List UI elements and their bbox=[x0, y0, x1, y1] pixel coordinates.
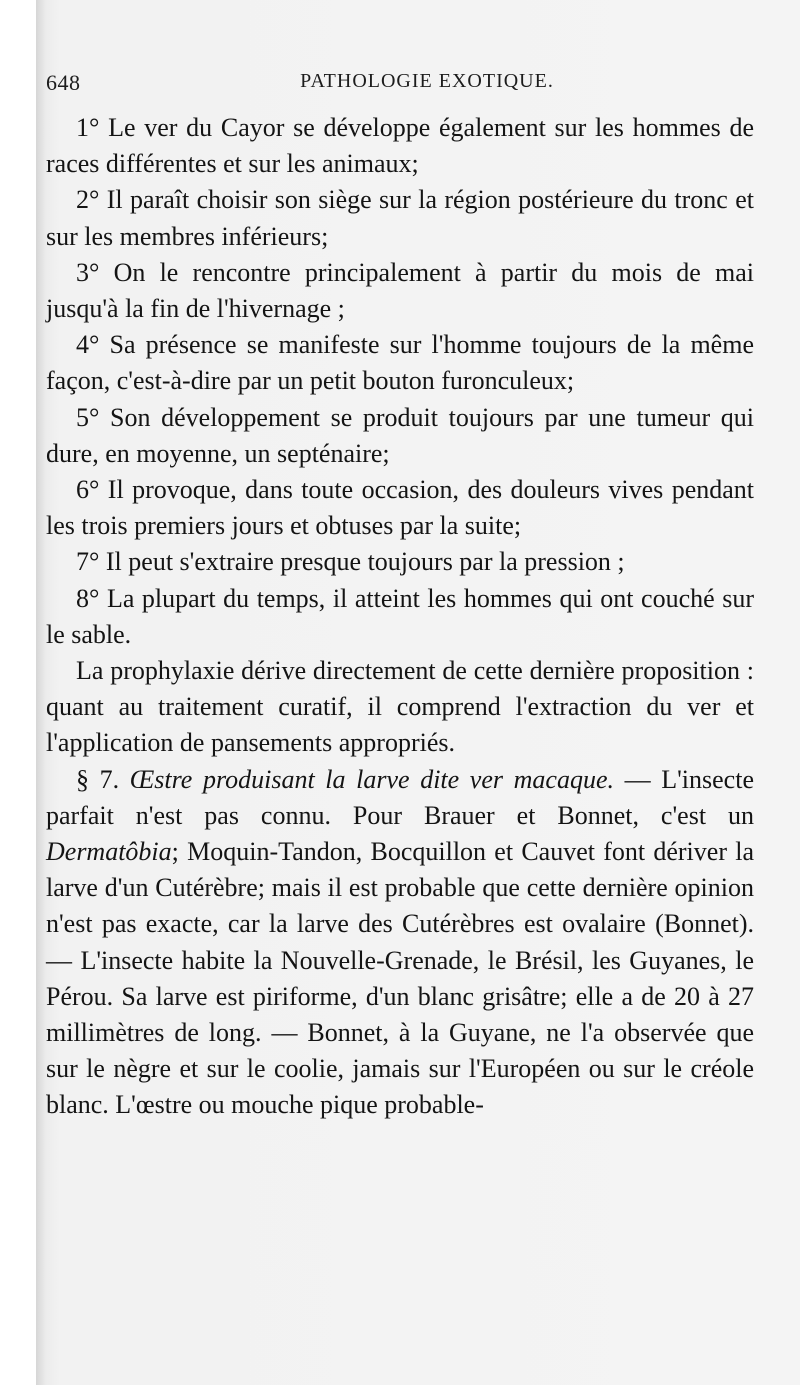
list-item-8: 8° La plupart du temps, il atteint les hommes qui ont couché sur le sable. bbox=[46, 583, 754, 649]
list-item-4: 4° Sa présence se manifeste sur l'homme toujours de la même façon, c'est-à-dire par un petit bouton furonculeux; bbox=[46, 330, 754, 396]
list-item-7: 7° Il peut s'extraire presque toujours par la pression ; bbox=[76, 547, 625, 577]
page-number: 648 bbox=[46, 70, 81, 95]
list-item-1: 1° Le ver du Cayor se développe également sur les hommes de races différentes et sur les animaux; bbox=[46, 113, 754, 179]
section-7-paragraph bbox=[46, 762, 754, 1124]
section-text-a: L'insecte parfait n'est pas connu. Pour Brauer et Bonnet, c'est un bbox=[46, 764, 754, 830]
list-item-3: 3° On le rencontre principalement à partir du mois de mai jusqu'à la fin de l'hivernage ; bbox=[46, 257, 754, 324]
section-dash: — bbox=[624, 764, 651, 794]
list-item-6: 6° Il provoque, dans toute occasion, des douleurs vives pendant les trois premiers jours et obtuses par la suite; bbox=[46, 475, 754, 541]
page-header bbox=[46, 66, 756, 100]
section-number: § 7. bbox=[76, 764, 120, 794]
genus-name: Dermatôbia bbox=[46, 837, 172, 867]
body-text bbox=[46, 110, 754, 1124]
prophylaxis-paragraph: La prophylaxie dérive directement de cette dernière proposition : quant au traitement curatif, il comprend l'extraction du ver et l'application de pansements appropriés. bbox=[46, 656, 754, 758]
list-item-2: 2° Il paraît choisir son siège sur la région postérieure du tronc et sur les membres inférieurs; bbox=[46, 185, 754, 251]
list-item-5: 5° Son développement se produit toujours par une tumeur qui dure, en moyenne, un septénaire; bbox=[46, 402, 754, 468]
running-title: PATHOLOGIE EXOTIQUE. bbox=[300, 70, 554, 92]
section-text-b: ; Moquin-Tandon, Bocquillon et Cauvet font dériver la larve d'un Cutérèbre; mais il est probable que cette dernière opinion n'est pas exacte, car la larve des Cutérèbres est ovalaire (Bonnet). — L'insecte habite la Nouvelle-Grenade, le Brésil, les Guyanes, le Pérou. Sa larve est piriforme, d'un blanc grisâtre; elle a de 20 à 27 millimètres de long. — Bonnet, à la Guyane, ne l'a observée que sur le nègre et sur le coolie, jamais sur l'Européen ou sur le créole blanc. L'œstre ou mouche pique probable- bbox=[46, 837, 754, 1120]
section-title: Œstre produisant la larve dite ver macaque. bbox=[129, 764, 614, 794]
